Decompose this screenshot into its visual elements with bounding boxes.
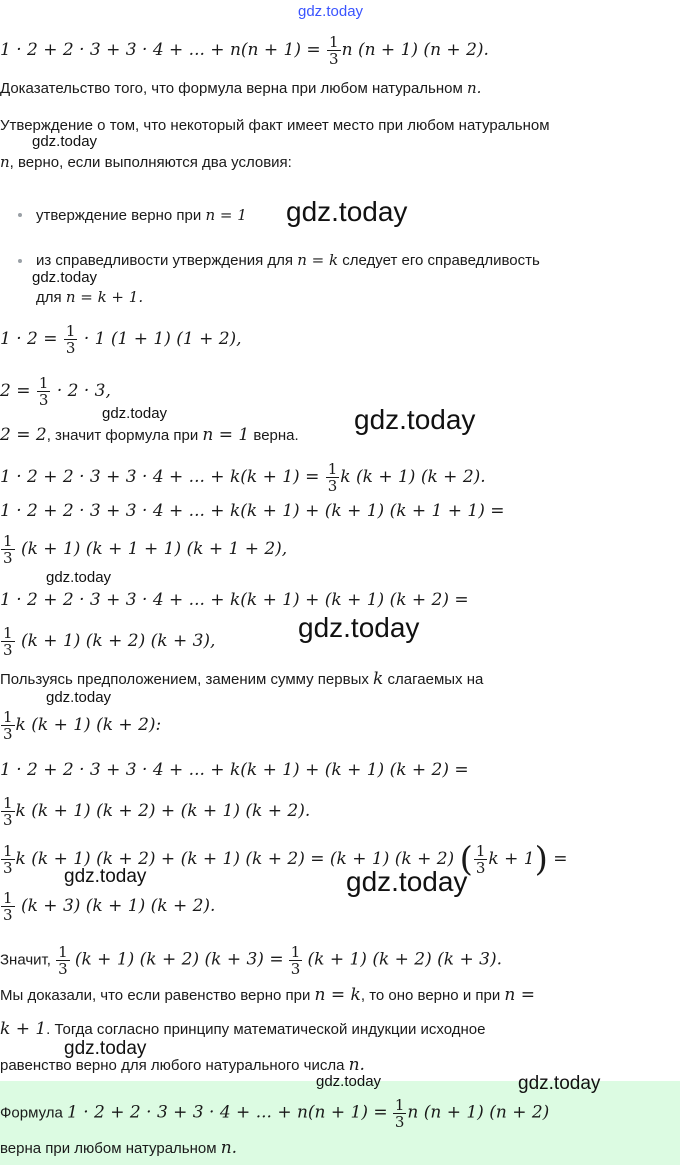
fraction: $\frac{1}{3}$ <box>38 374 49 409</box>
formula-statement: 1 · 2 + 2 · 3 + 3 · 4 + ... + n(n + 1) = $\frac{1}{3}$ n (n + 1) (n + 2). <box>0 33 489 68</box>
hypothesis: 1 · 2 + 2 · 3 + 3 · 4 + ... + k(k + 1) = $\frac{1}{3}$ k (k + 1) (k + 2). <box>0 460 486 495</box>
step-sum-1: 1 · 2 + 2 · 3 + 3 · 4 + ... + k(k + 1) + (k + 1) (k + 1 + 1) = <box>0 501 505 521</box>
bullet-icon <box>18 213 22 217</box>
watermark: gdz.today <box>32 269 98 286</box>
watermark: gdz.today <box>346 866 468 897</box>
base-case-2: 2 = $\frac{1}{3}$ · 2 · 3, <box>0 374 111 409</box>
step-result-2: $\frac{1}{3}$ (k + 1) (k + 2) (k + 3), <box>3 624 216 659</box>
proved-line-1: Мы доказали, что если равенство верно при n = k, то оно верно и при n = <box>0 985 535 1005</box>
condition-2: из справедливости утверждения для n = k следует его справедливость <box>36 251 540 269</box>
watermark: gdz.today <box>354 404 476 435</box>
fraction: $\frac{1}{3}$ <box>475 842 486 877</box>
factor-step: $\frac{1}{3}$ k (k + 1) (k + 2) + (k + 1) (k + 2) = (k + 1) (k + 2) ( $\frac{1}{3}$ k + 1) = <box>3 839 568 880</box>
step-sum-3: 1 · 2 + 2 · 3 + 3 · 4 + ... + k(k + 1) + (k + 1) (k + 2) = <box>0 760 469 780</box>
fraction: $\frac{1}{3}$ <box>3 708 13 743</box>
fraction: $\frac{1}{3}$ <box>3 889 13 924</box>
bullet-icon <box>18 259 22 263</box>
watermark: gdz.today <box>64 866 147 887</box>
proved-line-2: k + 1. Тогда согласно принципу математической индукции исходное <box>0 1019 486 1039</box>
fraction: $\frac{1}{3}$ <box>3 794 13 829</box>
fraction: $\frac{1}{3}$ <box>327 460 338 495</box>
fraction: $\frac{1}{3}$ <box>3 624 13 659</box>
watermark: gdz.today <box>32 133 98 150</box>
watermark: gdz.today <box>316 1073 382 1090</box>
step-result-1: $\frac{1}{3}$ (k + 1) (k + 1 + 1) (k + 1 + 2), <box>3 532 288 567</box>
therefore-line: Значит, $\frac{1}{3}$ (k + 1) (k + 2) (k + 3) = $\frac{1}{3}$ (k + 1) (k + 2) (k + 3). <box>0 943 502 978</box>
substitution-text: Пользуясь предположением, заменим сумму первых k слагаемых на <box>0 669 484 689</box>
step-result-3: $\frac{1}{3}$ k (k + 1) (k + 2) + (k + 1) (k + 2). <box>3 794 311 829</box>
fraction: $\frac{1}{3}$ <box>3 532 13 567</box>
substitution-expr: $\frac{1}{3}$ k (k + 1) (k + 2): <box>3 708 162 743</box>
watermark: gdz.today <box>102 405 168 422</box>
fraction: $\frac{1}{3}$ <box>3 842 13 877</box>
induction-text-2: n, верно, если выполняются два условия: <box>0 153 292 171</box>
fraction: $\frac{1}{3}$ <box>329 33 339 68</box>
condition-2-cont: для n = k + 1. <box>36 288 144 306</box>
base-case-3: 2 = 2, значит формула при n = 1 верна. <box>0 425 299 445</box>
fraction: $\frac{1}{3}$ <box>58 943 68 978</box>
fraction: $\frac{1}{3}$ <box>394 1096 405 1131</box>
watermark-top: gdz.today <box>298 3 364 20</box>
watermark: gdz.today <box>64 1038 147 1059</box>
condition-1: утверждение верно при n = 1 <box>36 206 247 224</box>
watermark: gdz.today <box>298 612 420 643</box>
fraction: $\frac{1}{3}$ <box>65 322 76 357</box>
conclusion-formula: Формула 1 · 2 + 2 · 3 + 3 · 4 + ... + n(n + 1) = $\frac{1}{3}$ n (n + 1) (n + 2) <box>0 1096 550 1131</box>
step-sum-2: 1 · 2 + 2 · 3 + 3 · 4 + ... + k(k + 1) + (k + 1) (k + 2) = <box>0 590 469 610</box>
watermark: gdz.today <box>286 196 408 227</box>
conclusion-text: верна при любом натуральном n. <box>0 1138 238 1158</box>
watermark: gdz.today <box>46 689 112 706</box>
proved-line-3: равенство верно для любого натурального числа n. <box>0 1055 365 1075</box>
factor-result: $\frac{1}{3}$ (k + 3) (k + 1) (k + 2). <box>3 889 216 924</box>
fraction: $\frac{1}{3}$ <box>290 943 301 978</box>
induction-text-1: Утверждение о том, что некоторый факт имеет место при любом натуральном <box>0 117 550 134</box>
proof-intro: Доказательство того, что формула верна при любом натуральном n. <box>0 79 482 97</box>
watermark: gdz.today <box>518 1073 601 1094</box>
watermark: gdz.today <box>46 569 112 586</box>
base-case-1: 1 · 2 = $\frac{1}{3}$ · 1 (1 + 1) (1 + 2), <box>0 322 242 357</box>
